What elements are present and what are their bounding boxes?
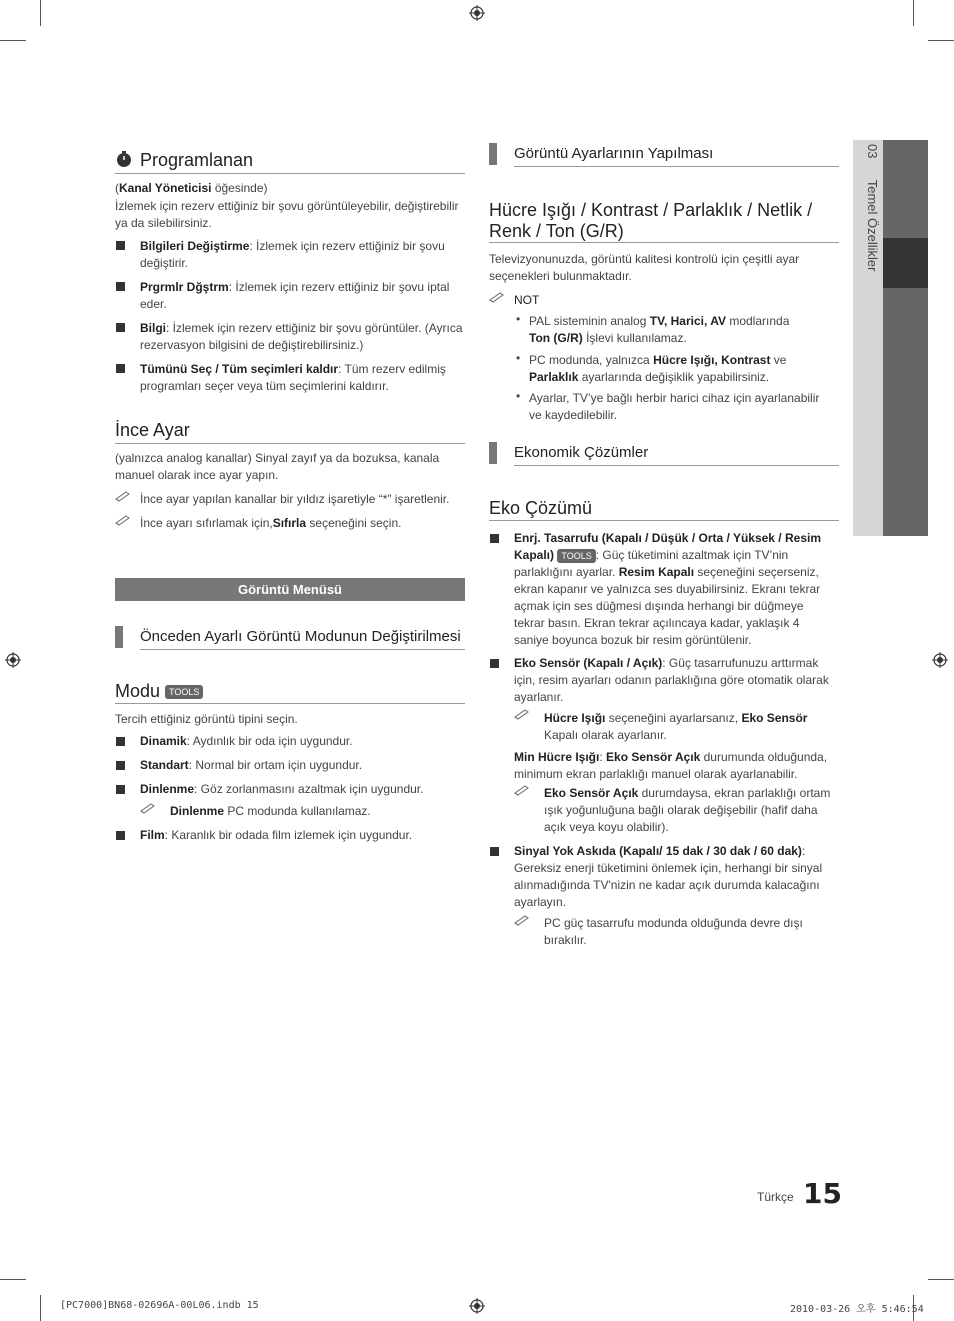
bullet-square: [490, 659, 499, 668]
registration-mark-icon: [932, 652, 948, 668]
note-text: Dinlenme PC modunda kullanılamaz.: [170, 804, 371, 818]
bullet-dot: •: [516, 312, 521, 326]
crop-mark: [40, 1295, 41, 1321]
bullet-square: [116, 737, 125, 746]
file-info: [PC7000]BN68-02696A-00L06.indb 15: [60, 1300, 259, 1311]
list-item: Bilgileri Değiştirme: İzlemek için rezerv ettiğiniz bir şovu değiştirir.: [140, 239, 445, 270]
bullet-square: [490, 847, 499, 856]
list-item: Eko Sensör (Kapalı / Açık): Güç tasarrufunuzu arttırmak için, resim ayarları odanın parlaklığına göre otomatik olarak ayarlanır.: [514, 656, 829, 704]
page-number: 15: [803, 1177, 842, 1210]
pencil-note-icon: [115, 490, 131, 502]
divider: [489, 520, 839, 521]
sub-item: Min Hücre Işığı: Eko Sensör Açık durumunda olduğunda, minimum ekran parlaklığı manuel olarak ayarlanabilir.: [514, 750, 828, 781]
pencil-note-icon: [115, 514, 131, 526]
crop-mark: [928, 40, 954, 41]
context-note: (Kanal Yöneticisi öğesinde): [115, 181, 268, 195]
section-title: İnce Ayar: [115, 420, 190, 440]
side-tab-highlight: [883, 238, 928, 288]
timestamp: 2010-03-26 오후 5:46:54: [790, 1304, 924, 1315]
divider: [514, 166, 839, 167]
crop-mark: [0, 40, 26, 41]
list-item: Prgrmlr Dğştrm: İzlemek için rezerv ettiğiniz bir şovu iptal eder.: [140, 280, 450, 311]
divider: [115, 443, 465, 444]
sub-heading: Önceden Ayarlı Görüntü Modunun Değiştirilmesi: [115, 626, 461, 648]
list-item: Dinlenme: Göz zorlanmasını azaltmak için uygundur.: [140, 782, 424, 796]
divider: [514, 465, 839, 466]
bullet-square: [116, 831, 125, 840]
section-title: Modu TOOLS: [115, 681, 203, 702]
note-label: NOT: [514, 293, 540, 307]
intro-text: (yalnızca analog kanallar) Sinyal zayıf ya da bozuksa, kanala manuel olarak ince ayar yapın.: [115, 451, 440, 482]
section-title: Programlanan: [140, 150, 254, 170]
section-title: Eko Çözümü: [489, 498, 593, 518]
bullet-square: [116, 323, 125, 332]
note-text: İnce ayarı sıfırlamak için,Sıfırla seçeneğini seçin.: [140, 516, 402, 530]
section-title: Hücre Işığı / Kontrast / Parlaklık / Netlik / Renk / Ton (G/R): [489, 200, 813, 241]
note-item: Ayarlar, TV’ye bağlı herbir harici cihaz için ayarlanabilir ve kaydedilebilir.: [529, 391, 820, 422]
crop-mark: [928, 1279, 954, 1280]
bullet-square: [116, 785, 125, 794]
note-item: PC modunda, yalnızca Hücre Işığı, Kontrast ve Parlaklık ayarlarında değişiklik yapabilirsiniz.: [529, 353, 787, 384]
divider: [140, 649, 465, 650]
bullet-square: [116, 282, 125, 291]
pencil-note-icon: [489, 291, 505, 303]
side-tab-dark: [883, 140, 928, 536]
language-label: Türkçe: [757, 1190, 794, 1204]
chapter-number: 03: [865, 144, 880, 159]
divider: [115, 703, 465, 704]
registration-mark-icon: [469, 1298, 485, 1314]
bullet-square: [116, 364, 125, 373]
menu-banner: Görüntü Menüsü: [115, 578, 465, 601]
crop-mark: [40, 0, 41, 26]
divider: [115, 173, 465, 174]
bullet-dot: •: [516, 351, 521, 365]
list-item: Sinyal Yok Askıda (Kapalı/ 15 dak / 30 dak / 60 dak): Gereksiz enerji tüketimini önlemek için, herhangi bir sinyal alınmadığında TV'nizin ne kadar açık durumda kalacağını ayarlayın.: [514, 844, 823, 909]
crop-mark: [0, 1279, 26, 1280]
intro-text: İzlemek için rezerv ettiğiniz bir şovu görüntüleyebilir, değiştirebilir ya da silebilirsiniz.: [115, 199, 459, 230]
registration-mark-icon: [469, 5, 485, 21]
sub-heading: Ekonomik Çözümler: [489, 442, 648, 464]
bullet-square: [116, 241, 125, 250]
intro-text: Televizyonunuzda, görüntü kalitesi kontrolü için çeşitli ayar seçenekleri bulunmaktadır.: [489, 252, 800, 283]
tools-badge: TOOLS: [557, 549, 595, 563]
pencil-note-icon: [514, 914, 530, 926]
registration-mark-icon: [5, 652, 21, 668]
bullet-square: [490, 534, 499, 543]
intro-text: Tercih ettiğiniz görüntü tipini seçin.: [115, 712, 298, 726]
pencil-note-icon: [140, 802, 156, 814]
sub-heading: Görüntü Ayarlarının Yapılması: [489, 143, 713, 165]
list-item: Dinamik: Aydınlık bir oda için uygundur.: [140, 734, 353, 748]
note-item: PAL sisteminin analog TV, Harici, AV modlarında Ton (G/R) İşlevi kullanılamaz.: [529, 314, 790, 345]
list-item: Tümünü Seç / Tüm seçimleri kaldır: Tüm rezerv edilmiş programları seçer veya tüm seçimlerini kaldırır.: [140, 362, 446, 393]
note-text: Eko Sensör Açık durumdaysa, ekran parlaklığı ortam ışık yoğunluğuna bağlı olarak değişebilir (hafif daha açık veya koyu olabilir).: [544, 786, 831, 834]
note-text: PC güç tasarrufu modunda olduğunda devre dışı bırakılır.: [544, 916, 803, 947]
list-item: Bilgi: İzlemek için rezerv ettiğiniz bir şovu görüntüler. (Ayrıca rezervasyon bilgisini de değiştirebilirsiniz.): [140, 321, 463, 352]
tools-badge: TOOLS: [165, 685, 203, 699]
pencil-note-icon: [514, 784, 530, 796]
crop-mark: [913, 0, 914, 26]
note-text: İnce ayar yapılan kanallar bir yıldız işaretiyle “*” işaretlenir.: [140, 492, 450, 506]
pencil-note-icon: [514, 708, 530, 720]
list-item: Film: Karanlık bir odada film izlemek için uygundur.: [140, 828, 413, 842]
chapter-label: [856, 144, 880, 294]
list-item: Standart: Normal bir ortam için uygundur.: [140, 758, 363, 772]
timer-icon: [115, 150, 133, 168]
list-item: Enrj. Tasarrufu (Kapalı / Düşük / Orta / Yüksek / Resim Kapalı) TOOLS : Güç tüketimini azaltmak için TV’nin parlaklığını ayarlar. Resim Kapalı seçeneğini seçerseniz, ekran kapanır ve yalnızca ses duyabilirsiniz. Ekranı tekrar açmak için ses düğmesi dışında herhangi bir düğmeye tekrar basın. Ekran tekrar açılıncaya kadar, yaklaşık 4 saniye boyunca bozuk bir resim görüntülenir.: [514, 531, 821, 647]
divider: [489, 242, 839, 243]
chapter-title: Temel Özellikler: [865, 179, 880, 272]
note-text: Hücre Işığı seçeneğini ayarlarsanız, Eko Sensör Kapalı olarak ayarlanır.: [544, 711, 808, 742]
bullet-square: [116, 761, 125, 770]
bullet-dot: •: [516, 389, 521, 403]
